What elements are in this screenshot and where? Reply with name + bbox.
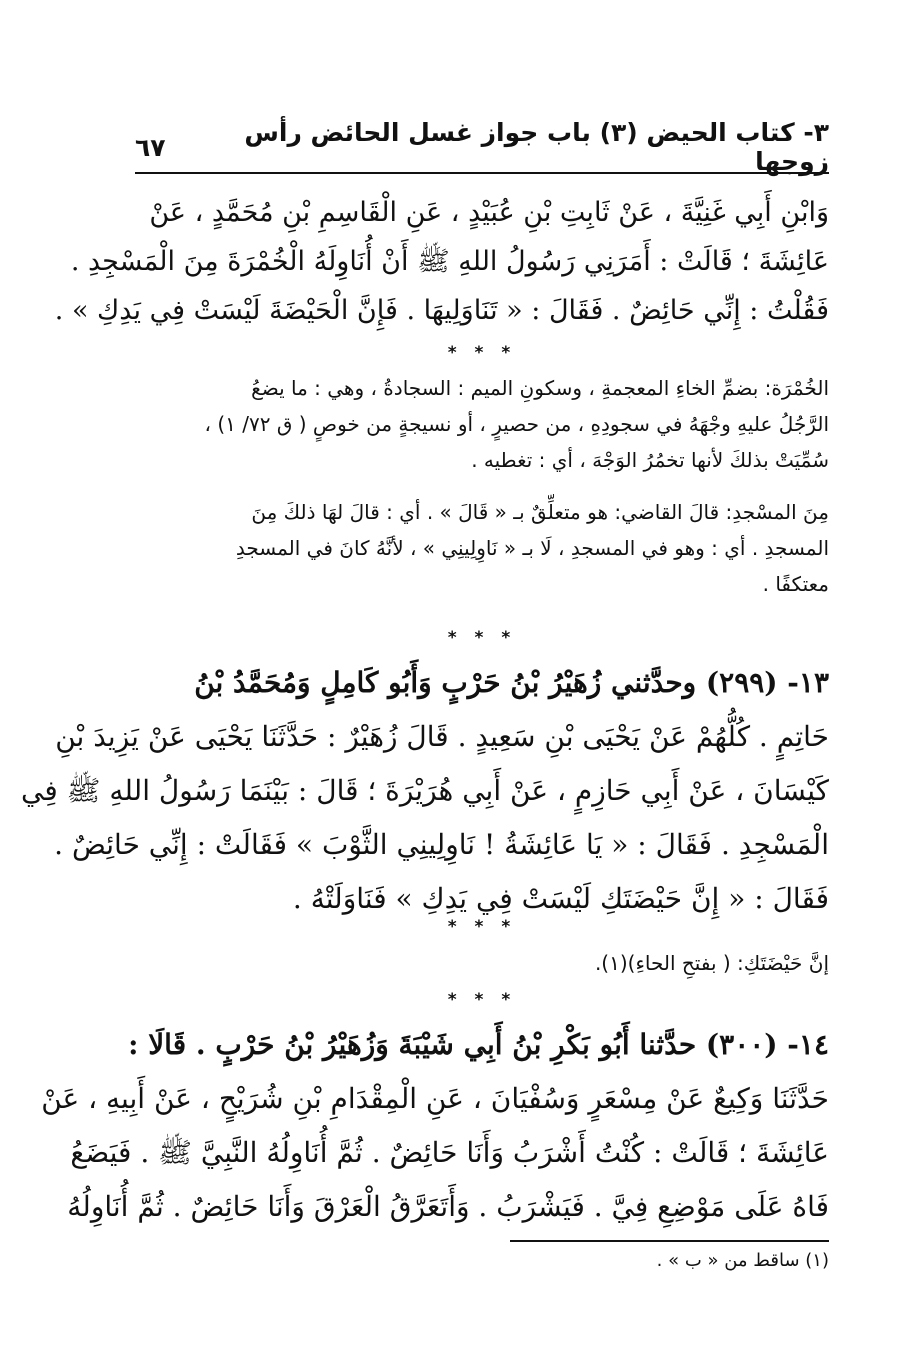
text-line: وَابْنِ أَبِي غَنِيَّةَ ، عَنْ ثَابِتِ بْنِ عُبَيْدٍ ، عَنِ الْقَاسِمِ بْنِ مُحَمَّدٍ ، عَنْ: [149, 197, 829, 228]
header-divider: [135, 172, 829, 174]
text-line: سُمِّيَتْ بذلكَ لأنها تخمُرُ الوَجْهَ ، أي : تغطيه .: [471, 448, 829, 472]
hadith-heading-line: ١٤- (٣٠٠) حدَّثنا أَبُو بَكْرِ بْنُ أَبِي شَيْبَةَ وَزُهَيْرُ بْنُ حَرْبٍ . قَالَا :: [128, 1028, 829, 1061]
section-separator: * * *: [447, 343, 517, 363]
text-line: المسجدِ . أي : وهو في المسجدِ ، لَا بـ « نَاوِلِينِي » ، لأنَّهُ كانَ في المسجدِ: [235, 536, 829, 560]
chapter-title: ٣- كتاب الحيض (٣) باب جواز غسل الحائض رأس زوجها: [244, 118, 829, 176]
hadith-continuation: [54, 188, 829, 335]
text-line: عَائِشَةَ ؛ قَالَتْ : أَمَرَنِي رَسُولُ اللهِ ﷺ أَنْ أُنَاوِلَهُ الْخُمْرَةَ مِنَ الْمَسْجِدِ .: [70, 246, 829, 277]
running-header: [135, 118, 829, 176]
text-line: فَقُلْتُ : إِنِّي حَائِضٌ . فَقَالَ : « تَنَاوَلِيهَا . فَإِنَّ الْحَيْضَةَ لَيْسَتْ فِي يَدِكِ » .: [54, 295, 829, 326]
text-line: حَدَّثَنَا وَكِيعٌ عَنْ مِسْعَرٍ وَسُفْيَانَ ، عَنِ الْمِقْدَامِ بْنِ شُرَيْحٍ ، عَنْ أَبِيهِ ، عَنْ: [41, 1082, 829, 1115]
text-line: عَائِشَةَ ؛ قَالَتْ : كُنْتُ أَشْرَبُ وَأَنَا حَائِضٌ . ثُمَّ أُنَاوِلُهُ النَّبِيَّ ﷺ . فَيَضَعُ: [70, 1136, 829, 1169]
text-line: الْمَسْجِدِ . فَقَالَ : « يَا عَائِشَةُ ! نَاوِلِينِي الثَّوْبَ » فَقَالَتْ : إِنِّي حَائِضٌ .: [54, 828, 829, 861]
text-line: كَيْسَانَ ، عَنْ أَبِي حَازِمٍ ، عَنْ أَبِي هُرَيْرَةَ ؛ قَالَ : بَيْنَمَا رَسُولُ اللهِ ﷺ فِي: [21, 774, 829, 807]
text-line: الرَّجُلُ عليهِ وجْهَهُ في سجودِهِ ، من حصيرٍ ، أو نسيجةٍ من خوصٍ ( ق ٧٢/ ١) ،: [204, 412, 829, 436]
footnote: (١) ساقط من « ب » .: [656, 1250, 829, 1271]
hadith-heading-line: ١٣- (٢٩٩) وحدَّثني زُهَيْرُ بْنُ حَرْبٍ وَأَبُو كَامِلٍ وَمُحَمَّدُ بْنُ: [194, 666, 829, 699]
section-separator: * * *: [447, 990, 517, 1010]
section-separator: * * *: [447, 628, 517, 648]
text-line: معتكفًا .: [762, 572, 829, 596]
text-line: الخُمْرَة: بضمِّ الخاءِ المعجمةِ ، وسكونِ الميم : السجادةُ ، وهي : ما يضعُ: [251, 376, 829, 400]
hadith-13: [21, 656, 829, 926]
section-separator: * * *: [447, 917, 517, 937]
commentary-masjid: [135, 494, 829, 602]
text-line: حَاتِمٍ . كُلُّهُمْ عَنْ يَحْيَى بْنِ سَعِيدٍ . قَالَ زُهَيْرٌ : حَدَّثَنَا يَحْيَى عَنْ يَزِيدَ بْنِ: [55, 720, 829, 753]
commentary-haydatuki: [135, 945, 829, 981]
hadith-14: [41, 1018, 829, 1234]
page-number: ٦٧: [135, 132, 166, 162]
text-line: فَاهُ عَلَى مَوْضِعِ فِيَّ . فَيَشْرَبُ . وَأَتَعَرَّقُ الْعَرْقَ وَأَنَا حَائِضٌ . ثُمَّ أُنَاوِلُهُ: [67, 1190, 829, 1223]
text-line: فَقَالَ : « إِنَّ حَيْضَتَكِ لَيْسَتْ فِي يَدِكِ » فَنَاوَلَتْهُ .: [292, 882, 829, 915]
commentary-khumra: [135, 370, 829, 478]
text-line: مِنَ المسْجدِ: قالَ القاضي: هو متعلِّقٌ بـ « قَالَ » . أي : قالَ لهَا ذلكَ مِنَ: [251, 500, 829, 524]
text-line: إنَّ حَيْضَتَكِ: ( بفتحِ الحاءِ)(١).: [594, 951, 829, 975]
footnote-divider: [510, 1240, 829, 1242]
